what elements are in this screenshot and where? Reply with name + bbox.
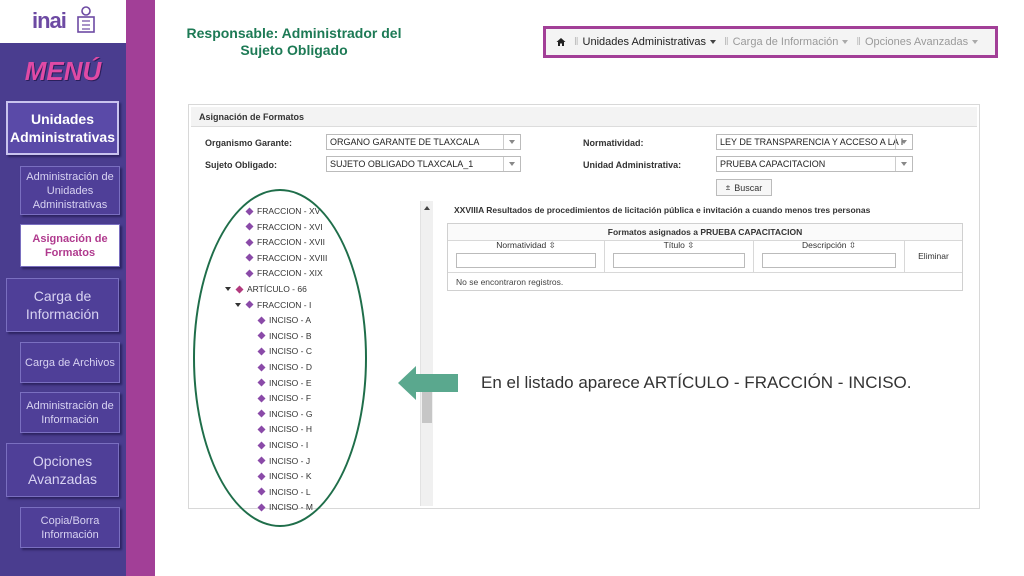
nav-separator: ‖ [574, 36, 579, 48]
logo [0, 0, 126, 43]
tree-node-label: INCISO - I [269, 440, 309, 450]
responsable-title: Responsable: Administrador del Sujeto Obligado [186, 25, 402, 58]
accent-strip [126, 0, 155, 576]
nav-carga-informacion[interactable] [733, 36, 849, 48]
empty-message: No se encontraron registros. [448, 272, 962, 290]
col-titulo-label: Título [663, 240, 685, 250]
tree-node-label: INCISO - L [269, 486, 311, 497]
menu-administracion-informacion[interactable]: Administración de Información [20, 392, 120, 433]
unidad-label: Unidad Administrativa: [583, 160, 682, 170]
tree-node-label: INCISO - B [269, 330, 312, 341]
arrow-left-icon [398, 366, 458, 400]
normatividad-label: Normatividad: [583, 138, 644, 148]
chevron-down-icon [503, 157, 520, 171]
results-title: XXVIIIA Resultados de procedimientos de licitación pública e invitación a cuando menos tres personas [454, 205, 871, 215]
tree-node-label: INCISO - J [269, 455, 311, 466]
tree-node-label: FRACCION - I [257, 299, 312, 310]
organismo-label: Organismo Garante: [205, 138, 293, 148]
annotation-text: En el listado aparece ARTÍCULO - FRACCIÓN - INCISO. [481, 373, 912, 392]
home-icon[interactable] [556, 37, 566, 47]
tree-node-label: INCISO - C [269, 346, 312, 357]
tree-scrollbar[interactable] [420, 201, 433, 506]
normatividad-value: LEY DE TRANSPARENCIA Y ACCESO A LA I [720, 137, 904, 147]
tree-node-label: INCISO - G [269, 408, 313, 419]
menu-administracion-unidades[interactable]: Administración de Unidades Administrativas [20, 166, 120, 215]
tree-node-label: FRACCION - XV [257, 206, 321, 216]
tree-node-label: FRACCION - XVI [257, 221, 323, 232]
buscar-label: Buscar [734, 182, 763, 193]
menu-copia-borra[interactable]: Copia/Borra Información [20, 507, 120, 548]
col-normatividad-label: Normatividad [496, 240, 547, 250]
sujeto-value: SUJETO OBLIGADO TLAXCALA_1 [330, 159, 474, 169]
panel-title: Asignación de Formatos [191, 107, 977, 127]
tree-node-label: INCISO - D [269, 362, 312, 372]
tree-node-label: INCISO - E [269, 377, 312, 388]
unidad-value: PRUEBA CAPACITACION [720, 159, 826, 169]
filter-descripcion-input[interactable] [762, 253, 896, 268]
tree-node-label: FRACCION - XVIII [257, 252, 328, 263]
col-descripcion-label: Descripción [802, 240, 847, 250]
tree-node-label: INCISO - K [269, 471, 312, 482]
tree-node-label: INCISO - A [269, 315, 312, 326]
chevron-down-icon [972, 40, 978, 44]
nav-separator: ‖ [856, 36, 861, 48]
nav-carga-label: Carga de Información [732, 36, 839, 48]
col-titulo[interactable] [605, 240, 754, 272]
nav-separator: ‖ [724, 36, 729, 48]
menu-asignacion-formatos[interactable]: Asignación de Formatos [20, 224, 120, 267]
menu-carga-informacion[interactable]: Carga de Información [6, 278, 119, 332]
menu-unidades-administrativas[interactable]: Unidades Administrativas [6, 101, 119, 155]
inai-logo-icon [76, 6, 96, 34]
sort-icon: ⇳ [848, 240, 856, 250]
organismo-select[interactable] [326, 134, 521, 150]
tree-node-label: INCISO - F [269, 393, 312, 404]
chevron-down-icon [503, 135, 520, 149]
scroll-up-icon[interactable] [424, 206, 430, 210]
col-eliminar: Eliminar [918, 251, 949, 261]
tree-node-label: INCISO - M [269, 502, 313, 513]
menu-opciones-avanzadas[interactable]: Opciones Avanzadas [6, 443, 119, 497]
nav-opciones-avanzadas[interactable] [865, 36, 978, 48]
sort-icon: ⇳ [548, 240, 556, 250]
chevron-down-icon [895, 135, 912, 149]
tree-node-label: FRACCION - XVII [257, 237, 326, 248]
col-normatividad[interactable] [448, 240, 605, 272]
unidad-select[interactable] [716, 156, 913, 172]
logo-text: inai [32, 8, 66, 33]
side-menu [0, 0, 126, 576]
col-descripcion[interactable] [754, 240, 905, 272]
highlight-oval [193, 189, 367, 527]
filter-titulo-input[interactable] [613, 253, 745, 268]
normatividad-select[interactable] [716, 134, 913, 150]
menu-carga-archivos[interactable]: Carga de Archivos [20, 342, 120, 383]
nav-unidades-administrativas[interactable] [583, 36, 717, 48]
organismo-value: ORGANO GARANTE DE TLAXCALA [330, 137, 480, 147]
chevron-down-icon [842, 40, 848, 44]
nav-opciones-label: Opciones Avanzadas [864, 36, 969, 48]
tree-node-label: FRACCION - XIX [257, 268, 323, 279]
sort-icon: ⇳ [687, 240, 695, 250]
buscar-button[interactable] [716, 179, 772, 196]
tree-node-label: INCISO - H [269, 424, 312, 435]
sujeto-label: Sujeto Obligado: [205, 160, 277, 170]
top-nav [543, 26, 998, 58]
nav-unidades-label: Unidades Administrativas [582, 36, 707, 48]
search-icon: ± [725, 183, 731, 192]
menu-title: MENÚ [24, 56, 102, 86]
chevron-down-icon [710, 40, 716, 44]
chevron-down-icon [895, 157, 912, 171]
tree-node-label: ARTÍCULO - 66 [247, 284, 307, 294]
sujeto-select[interactable] [326, 156, 521, 172]
table-caption: Formatos asignados a PRUEBA CAPACITACION [448, 224, 962, 241]
filter-normatividad-input[interactable] [456, 253, 596, 268]
formatos-table [447, 223, 963, 291]
